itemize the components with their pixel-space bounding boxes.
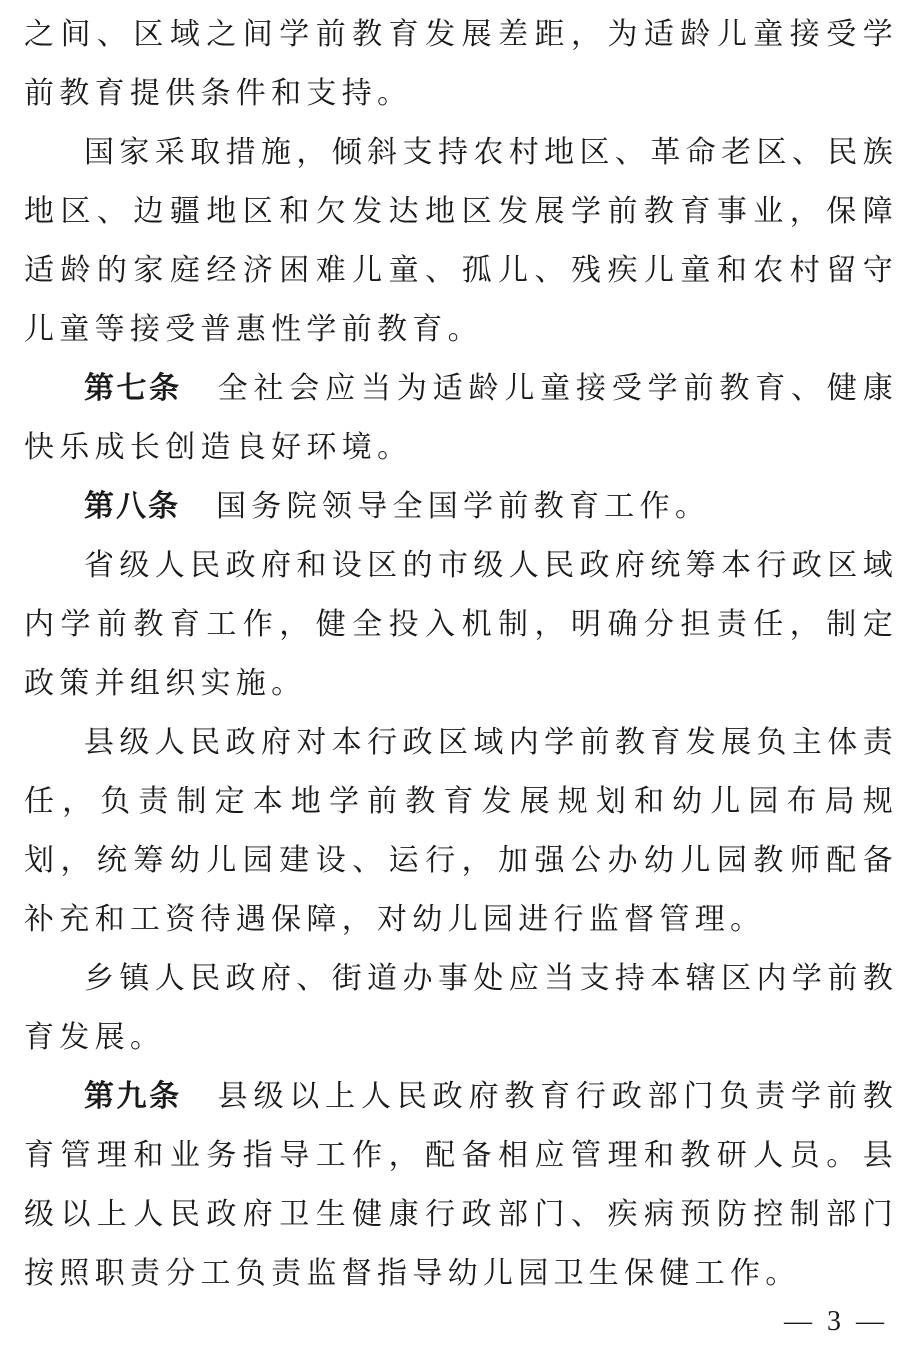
article-7 [24, 359, 898, 477]
paragraph-text: 县级以上人民政府教育行政部门负责学前教育管理和业务指导工作，配备相应管理和教研人员。县级以上人民政府卫生健康行政部门、疾病预防控制部门按照职责分工负责监督指导幼儿园卫生保健工作。 [24, 1079, 899, 1291]
paragraph-township-government [24, 949, 898, 1067]
paragraph-national-measures [24, 123, 898, 359]
paragraph-text: 省级人民政府和设区的市级人民政府统筹本行政区域内学前教育工作，健全投入机制，明确分担责任，制定政策并组织实施。 [24, 548, 898, 701]
article-number: 第七条 [84, 371, 182, 406]
paragraph-text: 国家采取措施，倾斜支持农村地区、革命老区、民族地区、边疆地区和欠发达地区发展学前教育事业，保障适龄的家庭经济困难儿童、孤儿、残疾儿童和农村留守儿童等接受普惠性学前教育。 [24, 135, 898, 347]
paragraph-text: 县级人民政府对本行政区域内学前教育发展负主体责任，负责制定本地学前教育发展规划和幼儿园布局规划，统筹幼儿园建设、运行，加强公办幼儿园教师配备补充和工资待遇保障，对幼儿园进行监督管理。 [24, 725, 898, 937]
article-8 [24, 477, 898, 536]
paragraph-text: 乡镇人民政府、街道办事处应当支持本辖区内学前教育发展。 [24, 961, 898, 1055]
page-number: — 3 — [784, 1306, 888, 1337]
paragraph-county-government [24, 713, 898, 949]
article-number: 第八条 [84, 489, 180, 524]
paragraph-provincial-government [24, 536, 898, 713]
paragraph-text: 国务院领导全国学前教育工作。 [216, 489, 711, 524]
article-9 [24, 1067, 898, 1303]
article-number: 第九条 [84, 1079, 182, 1114]
paragraph-continuation [24, 5, 898, 123]
paragraph-text: 之间、区域之间学前教育发展差距，为适龄儿童接受学前教育提供条件和支持。 [24, 17, 898, 111]
paragraph-text: 全社会应当为适龄儿童接受学前教育、健康快乐成长创造良好环境。 [24, 371, 899, 465]
document-body [24, 5, 898, 1303]
